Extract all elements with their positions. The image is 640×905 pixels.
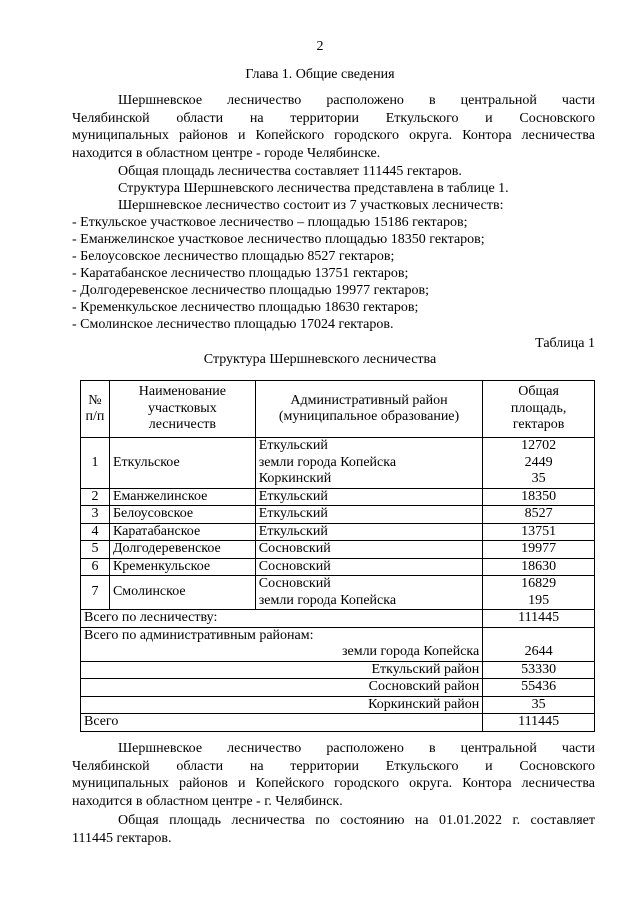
table-row <box>81 541 595 559</box>
header-name: Наименование участковых лесничеств <box>109 381 255 438</box>
row-name: Кременкульское <box>109 558 255 576</box>
row-area: 8527 <box>483 506 595 524</box>
district-total-label: Еткульский район <box>81 661 483 679</box>
after-line-3: муниципальных районов и Копейского городского округа. Контора лесничества <box>72 776 595 792</box>
intro-paragraph <box>72 92 595 162</box>
district-total-label: земли города Копейска <box>81 644 483 661</box>
after-line-4: находится в областном центре - г. Челябинск. <box>72 793 343 809</box>
chapter-title: Глава 1. Общие сведения <box>245 67 395 82</box>
after-line-2: Челябинской области на территории Еткульского и Сосновского <box>72 758 595 774</box>
total-area-sentence: Общая площадь лесничества составляет 111445 гектаров. <box>118 164 462 179</box>
table-row <box>81 558 595 576</box>
row-area: 19977 <box>483 541 595 559</box>
row-districts: Еткульский земли города Копейска Коркинский <box>255 438 482 489</box>
area-date-paragraph <box>72 812 595 847</box>
row-num: 3 <box>81 506 110 524</box>
page-number: 2 <box>316 39 324 54</box>
row-num: 1 <box>81 438 110 489</box>
grand-total-value: 111445 <box>483 714 595 732</box>
district-total-label: Сосновский район <box>81 679 483 697</box>
district-total-row <box>81 644 595 661</box>
row-name: Долгодеревенское <box>109 541 255 559</box>
district-total-value: 2644 <box>483 644 595 661</box>
list-item: - Долгодеревенское лесничество площадью 19977 гектаров; <box>72 283 430 298</box>
intro-line-2: Челябинской области на территории Еткульского и Сосновского <box>72 110 595 126</box>
table-row <box>81 438 595 489</box>
row-num: 4 <box>81 523 110 541</box>
intro-line-4: находится в областном центре - городе Челябинске. <box>72 145 381 161</box>
by-district-label: Всего по административным районам: <box>81 627 483 644</box>
row-district: Еткульский <box>255 488 482 506</box>
district-total-row <box>81 679 595 697</box>
intro-line-3: муниципальных районов и Копейского городского округа. Контора лесничества <box>72 128 595 144</box>
list-item: - Смолинское лесничество площадью 17024 гектаров. <box>72 317 394 332</box>
table-header-row <box>81 381 595 438</box>
grand-total-row <box>81 714 595 732</box>
row-name: Каратабанское <box>109 523 255 541</box>
total-forestry-row <box>81 610 595 628</box>
row-name: Белоусовское <box>109 506 255 524</box>
row-num: 6 <box>81 558 110 576</box>
table-row <box>81 488 595 506</box>
after-line-1: Шершневское лесничество расположено в центральной части <box>118 741 595 756</box>
forestry-structure-table <box>80 380 595 732</box>
row-name: Еманжелинское <box>109 488 255 506</box>
header-district: Административный район (муниципальное образование) <box>255 381 482 438</box>
row-area: 13751 <box>483 523 595 541</box>
row-num: 7 <box>81 576 110 610</box>
list-item: - Еманжелинское участковое лесничество площадью 18350 гектаров; <box>72 232 485 247</box>
list-item: - Еткульское участковое лесничество – площадью 15186 гектаров; <box>72 215 468 230</box>
row-district: Еткульский <box>255 523 482 541</box>
row-area: 18350 <box>483 488 595 506</box>
row-district: Сосновский <box>255 558 482 576</box>
table-row <box>81 506 595 524</box>
table-row <box>81 576 595 610</box>
district-total-value: 35 <box>483 696 595 714</box>
district-total-row <box>81 696 595 714</box>
row-districts: Сосновский земли города Копейска <box>255 576 482 610</box>
consists-sentence: Шершневское лесничество состоит из 7 участковых лесничеств: <box>118 198 504 213</box>
table-title: Структура Шершневского лесничества <box>203 352 437 367</box>
list-item: - Каратабанское лесничество площадью 13751 гектаров; <box>72 266 409 281</box>
structure-sentence: Структура Шершневского лесничества представлена в таблице 1. <box>118 181 509 196</box>
row-area: 18630 <box>483 558 595 576</box>
row-num: 5 <box>81 541 110 559</box>
area-date-line-1: Общая площадь лесничества по состоянию на 01.01.2022 г. составляет <box>118 813 595 828</box>
row-district: Еткульский <box>255 506 482 524</box>
header-num: № п/п <box>81 381 110 438</box>
grand-total-label: Всего <box>81 714 483 732</box>
list-item: - Кременкульское лесничество площадью 18630 гектаров; <box>72 300 419 315</box>
header-area: Общая площадь, гектаров <box>483 381 595 438</box>
area-date-line-2: 111445 гектаров. <box>72 830 172 846</box>
after-paragraph <box>72 740 595 810</box>
table-row <box>81 523 595 541</box>
intro-line-1: Шершневское лесничество расположено в центральной части <box>118 93 595 108</box>
district-total-value: 55436 <box>483 679 595 697</box>
row-name: Еткульское <box>109 438 255 489</box>
total-forestry-value: 111445 <box>483 610 595 628</box>
row-name: Смолинское <box>109 576 255 610</box>
district-total-row <box>81 661 595 679</box>
row-district: Сосновский <box>255 541 482 559</box>
district-total-label: Коркинский район <box>81 696 483 714</box>
district-total-value: 53330 <box>483 661 595 679</box>
row-areas: 12702 2449 35 <box>483 438 595 489</box>
table-label: Таблица 1 <box>535 336 595 351</box>
total-forestry-label: Всего по лесничеству: <box>81 610 483 628</box>
list-item: - Белоусовское лесничество площадью 8527 гектаров; <box>72 249 395 264</box>
by-district-header-row <box>81 627 595 644</box>
row-num: 2 <box>81 488 110 506</box>
row-areas: 16829 195 <box>483 576 595 610</box>
